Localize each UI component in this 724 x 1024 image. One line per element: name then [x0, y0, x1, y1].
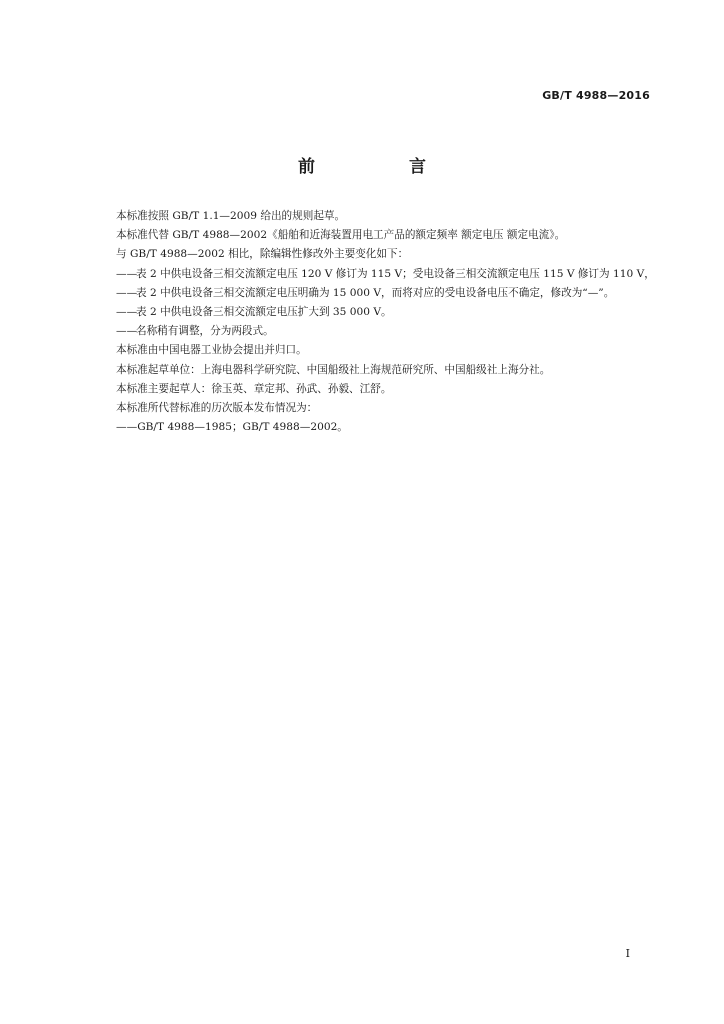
paragraph-proposer: 本标准由中国电器工业协会提出并归口。 — [116, 344, 307, 357]
standard-number: GB/T 4988—2016 — [542, 89, 650, 102]
dash-marker: —— — [116, 325, 138, 338]
paragraph-changes-intro: 与 GB/T 4988—2002 相比，除编辑性修改外主要变化如下： — [116, 248, 409, 261]
history-list: ——GB/T 4988—1985；GB/T 4988—2002。 — [116, 421, 348, 434]
page-number: I — [625, 947, 630, 960]
change-item — [116, 284, 656, 303]
dash-marker: —— — [116, 286, 138, 299]
dash-marker: —— — [116, 306, 138, 319]
change-item-text: 表 2 中供电设备三相交流额定电压明确为 15 000 V，而将对应的受电设备电压不确定，修改为“—”。 — [136, 286, 615, 299]
paragraph-history-intro: 本标准所代替标准的历次版本发布情况为： — [116, 402, 318, 415]
paragraph-replaces: 本标准代替 GB/T 4988—2002《船舶和近海装置用电工产品的额定频率 额定电压 额定电流》。 — [116, 229, 566, 242]
change-item — [116, 303, 656, 322]
paragraph-drafting-units: 本标准起草单位：上海电器科学研究院、中国船级社上海规范研究所、中国船级社上海分社。 — [116, 363, 551, 376]
paragraph-drafting-rules: 本标准按照 GB/T 1.1—2009 给出的规则起草。 — [116, 210, 346, 222]
paragraph-drafters: 本标准主要起草人：徐玉英、章定邦、孙武、孙毅、江舒。 — [116, 382, 392, 395]
dash-marker: —— — [116, 267, 138, 280]
change-item — [116, 322, 656, 341]
page-title: 前 言 — [298, 157, 470, 177]
change-item — [116, 265, 656, 284]
change-item-text: 表 2 中供电设备三相交流额定电压扩大到 35 000 V。 — [136, 306, 392, 319]
change-item-text: 名称稍有调整，分为两段式。 — [136, 325, 274, 338]
foreword-body — [116, 207, 656, 437]
change-item-text: 表 2 中供电设备三相交流额定电压 120 V 修订为 115 V；受电设备三相交流额定电压 115 V 修订为 110 V， — [136, 267, 655, 280]
